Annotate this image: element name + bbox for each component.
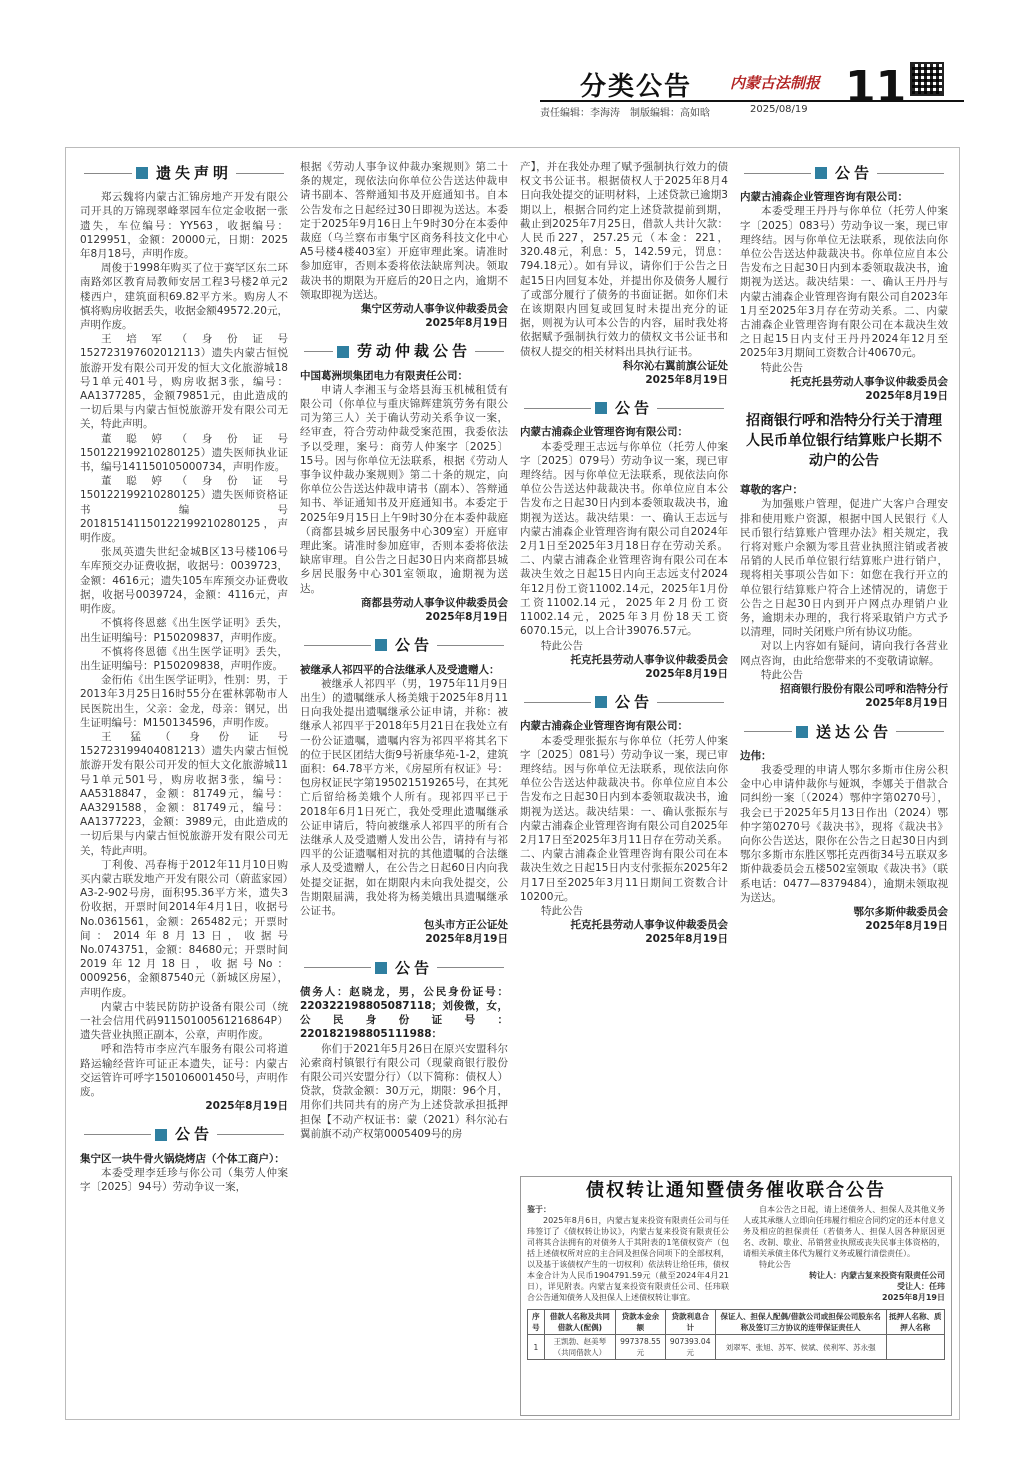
- paragraph: 郑云魏将内蒙古汇锦房地产开发有限公司开具的万锦现翠峰翠园车位定金收据一张遗失，车位编号：YY563，收据编号：0129951，金额：20000元，日期：2025年8月18号，声明作废。: [80, 191, 288, 261]
- signature: 科尔沁右翼前旗公证处: [623, 359, 728, 372]
- notice-addressee: 集宁区一块牛骨火锅烧烤店（个体工商户）：: [80, 1152, 285, 1165]
- paragraph: 董聪婷（身份证号150122199210280125）遗失医师执业证书，编号141150105000734，声明作废。: [80, 432, 288, 474]
- paragraph: 王培军（身份证号152723197602012113）遗失内蒙古恒悦旅游开发有限公司开发的恒大文化旅游城18号1单元401号，购房收据3张，编号：AA1377285，金额79851元，由此造成的一切后果与内蒙古恒悦旅游开发有限公司无关，特此声明。: [80, 333, 288, 431]
- section-heading-lost: 遗失声明: [80, 166, 288, 180]
- qr-code-icon: [910, 62, 944, 96]
- debt-notice-right: [743, 1204, 945, 1303]
- square-icon: [155, 1129, 167, 1141]
- signature: 转让人：内蒙古复来投资有限责任公司: [809, 1271, 945, 1280]
- signature: 包头市方正公证处: [424, 919, 508, 932]
- square-icon: [595, 696, 607, 708]
- date-line: 2025年8月19日: [645, 667, 728, 680]
- section-heading-notice: 公告: [80, 1127, 288, 1141]
- section-title: 分类公告: [580, 72, 693, 102]
- signature: 招商银行股份有限公司呼和浩特分行: [780, 683, 948, 696]
- newspaper-logo: 内蒙古法制报: [730, 74, 821, 92]
- section-heading-notice: 公告: [740, 166, 948, 180]
- paragraph: 特此公告: [761, 361, 803, 374]
- table-header: 贷款利息合计: [665, 1310, 715, 1335]
- section-heading-labor: 劳动仲裁公告: [300, 344, 508, 358]
- date-line: 2025年8月19日: [205, 1100, 288, 1113]
- column-4: [740, 160, 948, 933]
- masthead-divider: [540, 100, 964, 102]
- section-heading-service: 送达公告: [740, 725, 948, 739]
- column-3: [520, 160, 728, 947]
- debt-notice-title: 债权转让通知暨债务催收联合公告: [586, 1180, 886, 1201]
- paragraph: 被继承人祁四平（男，1975年11月9日出生）的遗嘱继承人杨美娥于2025年8月11日向我处提出遗嘱继承公证申请，并称：被继承人祁四平于2018年5月21日在我处立有一份公证遗嘱，遗嘱内容为祁四平将其名下的位于民区团结大街9号祈康华苑-1-2，建筑面积：64.78平方米，《房屋所有权证》号：包房权证民字第195021519265号，在其死亡后留给杨美娥个人所有。现祁四平已于2018年6月1日死亡，我处受理此遗嘱继承公证申请后，特向被继承人祁四平的所有合法继承人及受遗赠人发出公告，请持有与祁四平的公证遗嘱相对抗的其他遗嘱的合法继承人及受遗赠人，在公告之日起60日内向我处提交证据，如在期限内未向我处提交，公告期限届满，我处将为杨美娥出具遗嘱继承公证书。: [300, 677, 508, 917]
- paragraph: 不慎将佟恩德《出生医学证明》丢失，出生证明编号：P150209838，声明作废。: [80, 645, 288, 672]
- paragraph: 本委受理王丹丹与你单位（托劳人仲案字〔2025〕083号）劳动争议一案，现已审理终结。因与你单位无法联系，现依法向你单位公告送达仲裁裁决书。你单位应自本公告发布之日起30日内到本委领取裁决书，逾期视为送达。裁决结果：一、确认王丹丹与内蒙古浦森企业管理咨询有限公司自2023年1月至2025年3月存在劳动关系。二、内蒙古浦森企业管理咨询有限公司在本裁决生效之日起15日内支付王丹丹2024年12月至2025年3月期间工资数合计40670元。: [740, 205, 948, 360]
- debt-transfer-notice: [520, 1176, 952, 1416]
- notice-addressee: 内蒙古浦森企业管理咨询有限公司：: [520, 426, 688, 439]
- table-cell: 997378.55元: [615, 1335, 665, 1360]
- square-icon: [375, 962, 387, 974]
- paragraph: 本委受理王志远与你单位（托劳人仲案字〔2025〕079号）劳动争议一案，现已审理终结。因与你单位无法联系，现依法向你单位公告送达仲裁裁决书。你单位应自本公告发布之日起30日内到本委领取裁决书，逾期视为送达。裁决结果：一、确认王志远与内蒙古浦森企业管理咨询有限公司自2024年2月1日至2025年3月18日存在劳动关系。二、内蒙古浦森企业管理咨询有限公司在本裁决生效之日起15日内向王志远支付2024年12月份工资11002.14元，2025年1月份工资11002.14元，2025年2月份工资11002.14元，2025年3月份18天工资6070.15元，以上合计39076.57元。: [520, 440, 728, 638]
- date-line: 2025年8月19日: [645, 933, 728, 946]
- date-line: 2025年8月19日: [425, 611, 508, 624]
- section-heading-notice: 公告: [300, 961, 508, 975]
- signature: 托克托县劳动人事争议仲裁委员会: [790, 375, 948, 388]
- paragraph: 特此公告: [761, 668, 803, 681]
- signature: 托克托县劳动人事争议仲裁委员会: [570, 919, 728, 932]
- date-line: 2025年8月19日: [425, 317, 508, 330]
- paragraph: 申请人李湘玉与金塔县海玉机械租赁有限公司（你单位与重庆锦辉建筑劳务有限公司为第三人）关于确认劳动关系争议一案，经审查，符合劳动仲裁受案范围，我委依法予以受理，案号：商劳人仲案字〔2025〕15号。因与你单位无法联系，根据《劳动人事争议仲裁办案规则》第二十条的规定，向你单位公告送达仲裁申请书（副本）、答辩通知书、举证通知书及开庭通知书。本委定于2025年9月15日上午9时30分在本委仲裁庭（商都县城乡居民服务中心309室）开庭审理此案。请准时参加庭审，否则本委将依法缺席审理。自公告之日起30日内来商都县城乡居民服务中心301室领取，逾期视为送达。: [300, 383, 508, 595]
- notice-addressee: 债务人：赵晓龙，男，公民身份证号：220322198805087118；刘俊微，女，公民身份证号：220182198805111988：: [300, 985, 508, 1041]
- table-header: 保证人、担保人配偶/借款公司或担保公司股东名称及签订三方协议的连带保证责任人: [715, 1310, 886, 1335]
- paragraph: 董聪婷（身份证号150122199210280125）遗失医师资格证书编号201815141150122199210280125，声明作废。: [80, 475, 288, 545]
- signature: 受让人：任玮: [897, 1282, 945, 1291]
- notice-addressee: 尊敬的客户：: [740, 484, 803, 497]
- paragraph: 2025年8月6日，内蒙古复来投资有限责任公司与任玮签订了《债权转让协议》，内蒙古复来投资有限责任公司将其合法拥有的对债务人于其附表的1笔债权资产（包括上述债权所对应的主合同及担保合同项下的全部权利，以及基于该债权产生的一切权利）依法转让给任玮，债权本金合计为人民币1904791.59元（截至2024年4月21日），详见附表。内蒙古复来投资有限责任公司、任玮联合公告通知债务人及担保人上述债权转让事宜。: [527, 1216, 729, 1302]
- date-line: 2025年8月19日: [865, 697, 948, 710]
- table-cell: 1: [528, 1335, 545, 1360]
- table-header: 贷款本金余额: [615, 1310, 665, 1335]
- paragraph: 不慎将佟恩慈《出生医学证明》丢失，出生证明编号：P150209837，声明作废。: [80, 617, 288, 644]
- notice-addressee: 中国葛洲坝集团电力有限责任公司：: [300, 369, 468, 382]
- table-header-row: [528, 1310, 945, 1335]
- date-line: 2025年8月19日: [645, 374, 728, 387]
- paragraph: 自本公告之日起，请上述债务人、担保人及其他义务人或其承继人立即向任玮履行相应合同约定的还本付息义务及相应的担保责任（若债务人、担保人因各种原因更名、改制、歇业、吊销营业执照或丧失民事主体资格的，请相关承债主体代为履行义务或履行清偿责任）。: [743, 1205, 945, 1258]
- table-cell: 王凯勃、赵美琴（共同借款人）: [544, 1335, 615, 1360]
- section-heading-notice: 公告: [520, 401, 728, 415]
- masthead: [540, 60, 964, 120]
- paragraph: 你们于2021年5月26日在原兴安盟科尔沁索商村镇银行有限公司（现蒙商银行股份有限公司兴安盟分行）（以下简称：债权人）贷款，贷款金额：30万元，期限：96个月，用你们共同共有的房产为上述贷款承担抵押担保【不动产权证书：蒙（2021）科尔沁右翼前旗不动产权第0005409号的房: [300, 1042, 508, 1140]
- debt-table: [527, 1309, 945, 1360]
- square-icon: [815, 167, 827, 179]
- issue-date: 2025/08/19: [750, 104, 808, 115]
- column-1: [80, 160, 288, 1194]
- signature: 商都县劳动人事争议仲裁委员会: [361, 596, 508, 609]
- date-line: 2025年8月19日: [865, 920, 948, 933]
- paragraph: 特此公告: [541, 904, 583, 917]
- table-row: [528, 1335, 945, 1360]
- paragraph: 本委受理张振东与你单位（托劳人仲案字〔2025〕081号）劳动争议一案，现已审理终结。因与你单位无法联系，现依法向你单位公告送达仲裁裁决书。你单位应自本公告发布之日起30日内到本委领取裁决书，逾期视为送达。裁决结果：一、确认张振东与内蒙古浦森企业管理咨询有限公司自2025年2月17日至2025年3月11日存在劳动关系。二、内蒙古浦森企业管理咨询有限公司在本裁决生效之日起15日内支付张振东2025年2月17日至2025年3月11日期间工资数合计10200元。: [520, 734, 728, 903]
- signature: 托克托县劳动人事争议仲裁委员会: [570, 653, 728, 666]
- paragraph: 根据《劳动人事争议仲裁办案规则》第二十条的规定，现依法向你单位公告送达仲裁申请书副本、答辩通知书及开庭通知书。自本公告发布之日起经过30日即视为送达。本委定于2025年9月16日上午9时30分在本委仲裁庭（乌兰察布市集宁区商务科技文化中心A5号楼4楼403室）开庭审理此案。请准时参加庭审，否则本委将依法缺席判决。领取裁决书的期限为开庭后的20日之内，逾期不领取即视为送达。: [300, 161, 508, 301]
- notice-addressee: 被继承人祁四平的合法继承人及受遗赠人：: [300, 663, 500, 676]
- square-icon: [337, 346, 349, 358]
- notice-addressee: 内蒙古浦森企业管理咨询有限公司：: [520, 720, 688, 733]
- paragraph: 我委受理的申请人鄂尔多斯市住房公积金中心申请仲裁你与娅飒，李娜关于借款合同纠纷一案〔（2024）鄂仲字第0270号〕，我会已于2025年5月13日作出（2024）鄂仲字第0270号《裁决书》，现将《裁决书》向你公告送达，限你在公告之日起30日内到鄂尔多斯市东胜区鄂托克西街34号五联双多斯仲裁委员会五楼502室领取《裁决书》（联系电话：0477—8379484），逾期未领取视为送达。: [740, 763, 948, 904]
- paragraph: 金衎佑《出生医学证明》，性别：男，于2013年3月25日16时55分在霍林郭勒市人民医院出生，父亲：金龙，母亲：钢兄，出生证明编号：M150134596，声明作废。: [80, 674, 288, 729]
- table-header: 序号: [528, 1310, 545, 1335]
- editors-line: 责任编辑：李海涛 制版编辑：高如晗: [540, 108, 710, 119]
- table-cell: [886, 1335, 944, 1360]
- paragraph: 特此公告: [759, 1260, 791, 1269]
- section-heading-notice: 公告: [520, 695, 728, 709]
- bank-notice-title: 招商银行呼和浩特分行关于清理人民币单位银行结算账户长期不动户的公告: [746, 413, 942, 470]
- paragraph: 王猛（身份证号152723199404081213）遗失内蒙古恒悦旅游开发有限公司开发的恒大文化旅游城11号1单元501号，购房收据3张，编号：AA5318847，金额：81749元，编号：AA3291588，金额：81749元，编号：AA1377223，金额：3989元，由此造成的一切后果与内蒙古恒悦旅游开发有限公司无关，特此声明。: [80, 730, 288, 857]
- paragraph: 周俊于1998年购买了位于赛罕区东二环南路郊区教育局教师安居工程3号楼2单元2楼西户，建筑面积69.82平方米。购房人不慎将购房收据丢失，收据金额49572.20元，声明作废。: [80, 262, 288, 332]
- paragraph: 特此公告: [541, 639, 583, 652]
- page-number: 11: [845, 62, 907, 113]
- paragraph: 产】，并在我处办理了赋予强制执行效力的债权文书公证书。根据债权人于2025年8月4日向我处提交的证明材料，上述贷款已逾期3期以上，根据合同约定上述贷款提前到期，截止到2025年7月25日，借款人共计欠款：人民币227，257.25元（本金：221，320.48元，利息：5，142.59元，罚息：794.18元）。如有异议，请你们于公告之日起15日内回复本处，并提出你及债务人履行了或部分履行了债务的书面证据。如你们未在该期限内回复或回复时未提出充分的证据，则视为认可本公告的内容，届时我处将依据赋予强制执行效力的债权文书公证书和债权人提交的相关材料出具执行证书。: [520, 161, 728, 358]
- table-header: 借款人名称及共同借款人(配偶): [544, 1310, 615, 1335]
- table-header: 抵押人名称、质押人名称: [886, 1310, 944, 1335]
- signature: 鄂尔多斯仲裁委员会: [853, 905, 948, 918]
- date-line: 2025年8月19日: [425, 933, 508, 946]
- paragraph: 为加强账户管理，促进广大客户合理安排和使用账户资源，根据中国人民银行《人民币银行结算账户管理办法》相关规定，我行将对账户余额为零且营业执照注销或者被吊销的人民币单位银行结算账户进行销户，现将相关事项公告如下：如您在我行开立的单位银行结算账户符合上述情况的，请您于公告之日起30日内到开户网点办理销户业务，逾期未办理的，我行将采取销户方式予以清理，同时关闭账户所有协议功能。: [740, 498, 948, 639]
- notice-addressee: 内蒙古浦森企业管理咨询有限公司：: [740, 191, 908, 204]
- table-cell: 刘翠军、张旭、苏军、侯斌、侯利军、苏永强: [715, 1335, 886, 1360]
- notice-addressee: 边伟：: [740, 749, 772, 762]
- paragraph: 本委受理李廷珍与你公司（集劳人仲案字〔2025〕94号）劳动争议一案，: [80, 1166, 288, 1194]
- square-icon: [136, 167, 148, 179]
- square-icon: [796, 726, 808, 738]
- paragraph: 呼和浩特市李应汽车服务有限公司将道路运输经营许可证正本遗失，证号：内蒙古交运管许可呼字150106001450号，声明作废。: [80, 1043, 288, 1098]
- section-heading-notice: 公告: [300, 638, 508, 652]
- date-line: 2025年8月19日: [865, 390, 948, 403]
- debt-notice-left: [527, 1204, 729, 1303]
- paragraph: 对以上内容如有疑问，请向我行各营业网点咨询，由此给您带来的不变敬请谅解。: [740, 640, 948, 667]
- square-icon: [595, 402, 607, 414]
- paragraph: 内蒙古中装民防防护设备有限公司（统一社会信用代码91150100561216864P）遗失营业执照正副本，公章，声明作废。: [80, 1000, 288, 1042]
- paragraph: 丁利俊、冯春梅于2012年11月10日购买内蒙古联发地产开发有限公司（蔚蓝家园）A3-2-902号房，面积95.36平方米，遗失3份收据，开票时间2014年4月1日，收据号No.0361561，金额：265482元；开票时间：2014年8月13日，收据号No.0743751，金额：84680元；开票时间2019年12月18日，收据号No：0009256，金额87540元（新城区房屋），声明作废。: [80, 858, 288, 999]
- square-icon: [375, 639, 387, 651]
- signature: 集宁区劳动人事争议仲裁委员会: [361, 303, 508, 316]
- debt-label: 鉴于：: [527, 1205, 551, 1214]
- date-line: 2025年8月19日: [882, 1293, 945, 1302]
- paragraph: 张凤英遗失世纪金城B区13号楼106号车库预交办证费收据，收据号：0039723，金额：4616元；遗失105车库预交办证费收据，收据号0039724，金额：4116元，声明作废。: [80, 546, 288, 616]
- column-2: [300, 160, 508, 1141]
- table-cell: 907393.04元: [665, 1335, 715, 1360]
